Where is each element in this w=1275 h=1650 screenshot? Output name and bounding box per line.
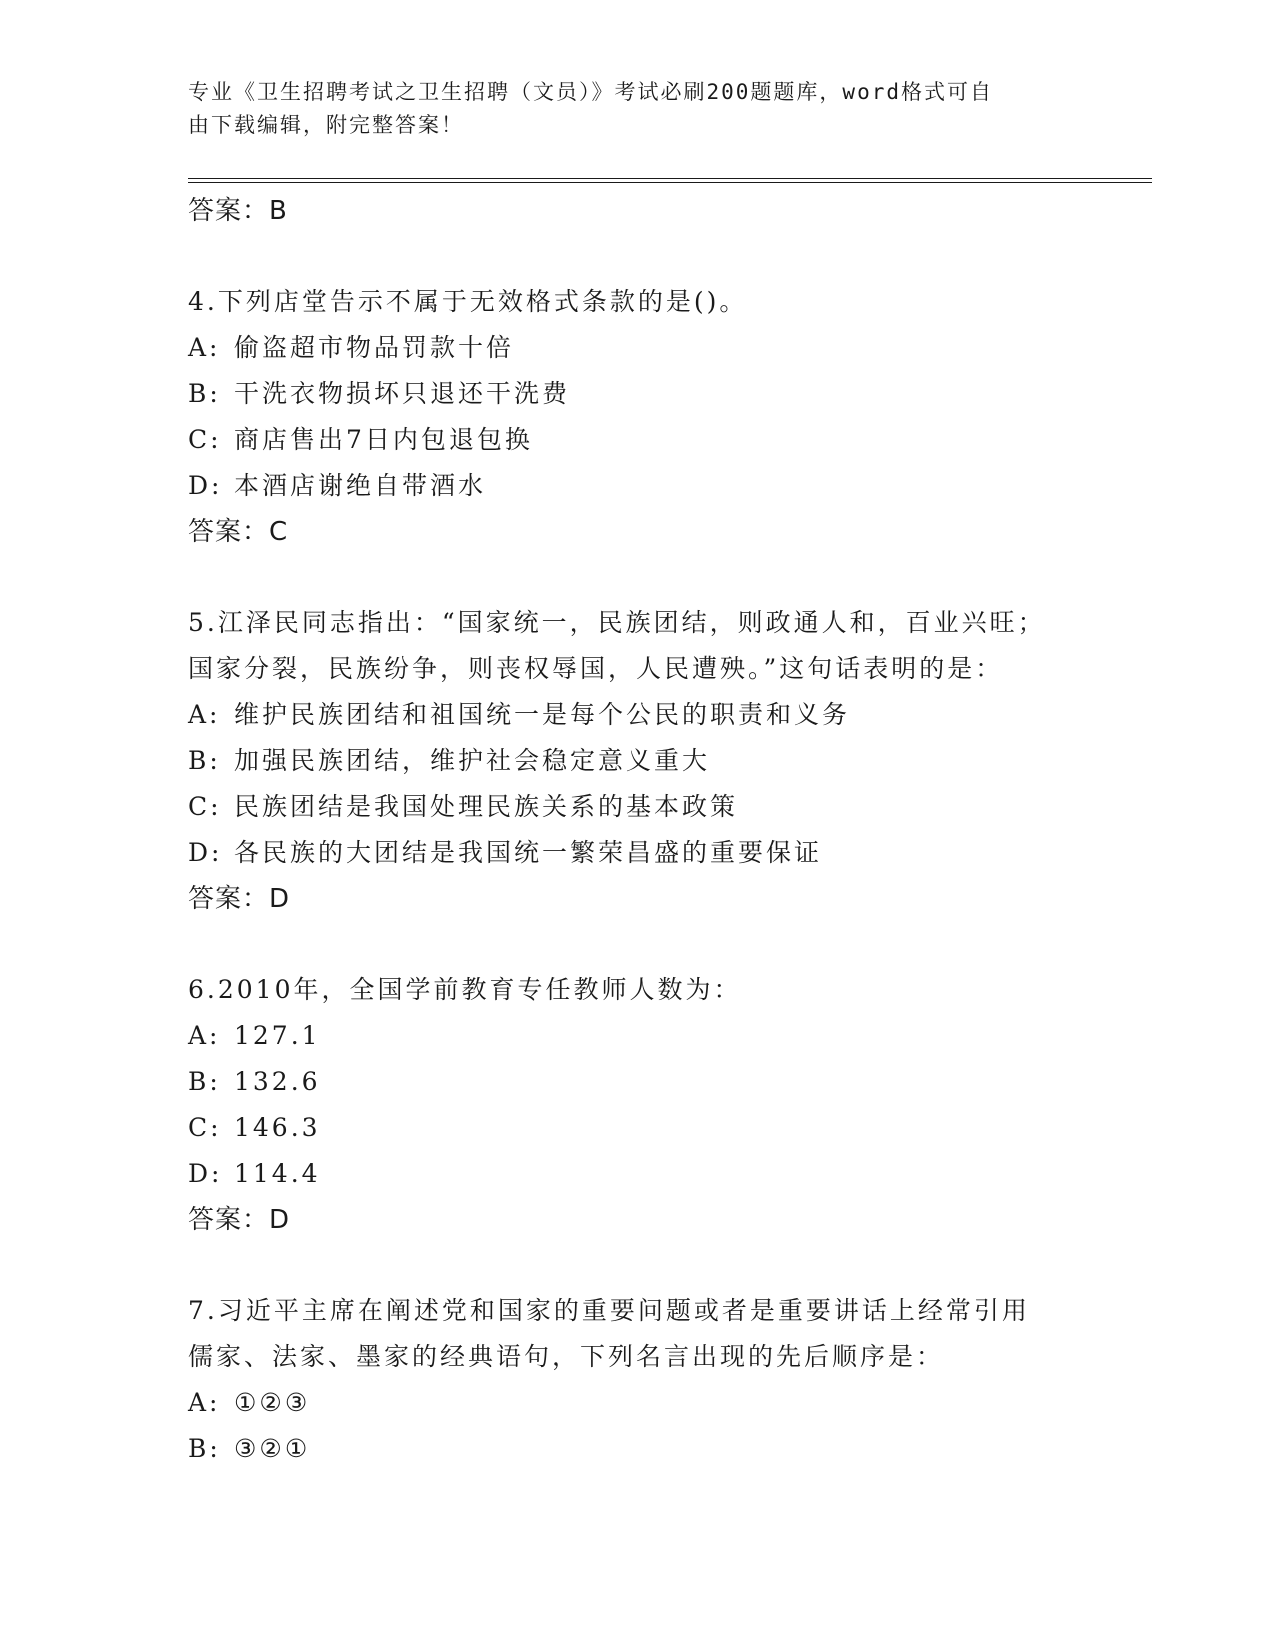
option-letter: A: [188,333,221,362]
header-rule-top [188,178,1152,179]
option-text: 132.6 [234,1067,321,1096]
option-d [188,830,1088,876]
option-c [188,784,1088,830]
answer-line [188,188,1088,234]
option-text: 民族团结是我国处理民族关系的基本政策 [234,792,739,821]
option-text: 干洗衣物损坏只退还干洗费 [234,379,571,408]
answer-value: D [269,884,291,914]
option-text: 127.1 [234,1021,321,1050]
answer-value: D [269,1205,291,1235]
question-stem: 6.2010年，全国学前教育专任教师人数为： [188,975,742,1004]
question-stem-line-2: 儒家、法家、墨家的经典语句，下列名言出现的先后顺序是： [188,1342,945,1371]
option-text: 加强民族团结，维护社会稳定意义重大 [234,746,711,775]
answer-label: 答案： [188,517,270,547]
header-rule-bottom [188,182,1152,183]
answer-line [188,1197,1088,1243]
question-block [188,967,1088,1243]
option-letter: A: [188,1388,221,1417]
option-text: 146.3 [234,1113,321,1142]
question-block [188,279,1088,555]
answer-line [188,876,1088,922]
option-letter: B: [188,746,221,775]
option-text: ③②① [234,1434,311,1463]
option-text: 各民族的大团结是我国统一繁荣昌盛的重要保证 [234,838,823,867]
option-c [188,417,1088,463]
header-line-1: 专业《卫生招聘考试之卫生招聘（文员）》考试必刷200题题库，word格式可自 [188,80,993,104]
answer-label: 答案： [188,884,270,914]
option-c [188,1105,1088,1151]
question-stem-line-1: 7.习近平主席在阐述党和国家的重要问题或者是重要讲话上经常引用 [188,1296,1030,1325]
question-stem: 4.下列店堂告示不属于无效格式条款的是()。 [188,287,748,316]
option-text: 偷盗超市物品罚款十倍 [234,333,515,362]
option-b [188,1426,1088,1472]
question-stem-line-1: 5.江泽民同志指出：“国家统一，民族团结，则政通人和，百业兴旺； [188,608,1046,637]
question-list [188,188,1088,1472]
option-letter: A: [188,700,221,729]
option-d [188,463,1088,509]
option-letter: C: [188,1113,222,1142]
option-text: ①②③ [234,1388,311,1417]
header-line-2: 由下载编辑，附完整答案！ [188,113,464,137]
option-letter: D: [188,471,223,500]
option-letter: D: [188,1159,223,1188]
question-stem-line-2: 国家分裂，民族纷争，则丧权辱国，人民遭殃。”这句话表明的是： [188,654,1004,683]
option-letter: A: [188,1021,221,1050]
question-block [188,600,1088,922]
option-b [188,371,1088,417]
option-b [188,738,1088,784]
option-text: 维护民族团结和祖国统一是每个公民的职责和义务 [234,700,851,729]
option-letter: B: [188,1434,221,1463]
option-b [188,1059,1088,1105]
option-a [188,1380,1088,1426]
document-header [188,76,1068,142]
question-block [188,1288,1088,1472]
option-a [188,1013,1088,1059]
option-text: 114.4 [234,1159,321,1188]
option-letter: D: [188,838,223,867]
answer-label: 答案： [188,1205,270,1235]
option-letter: B: [188,379,221,408]
option-a [188,325,1088,371]
answer-value: C [269,517,289,547]
option-text: 商店售出7日内包退包换 [234,425,533,454]
option-letter: C: [188,792,222,821]
answer-label: 答案： [188,196,270,226]
answer-line [188,509,1088,555]
option-a [188,692,1088,738]
answer-value: B [269,196,288,226]
option-d [188,1151,1088,1197]
option-letter: C: [188,425,222,454]
option-text: 本酒店谢绝自带酒水 [234,471,487,500]
option-letter: B: [188,1067,221,1096]
